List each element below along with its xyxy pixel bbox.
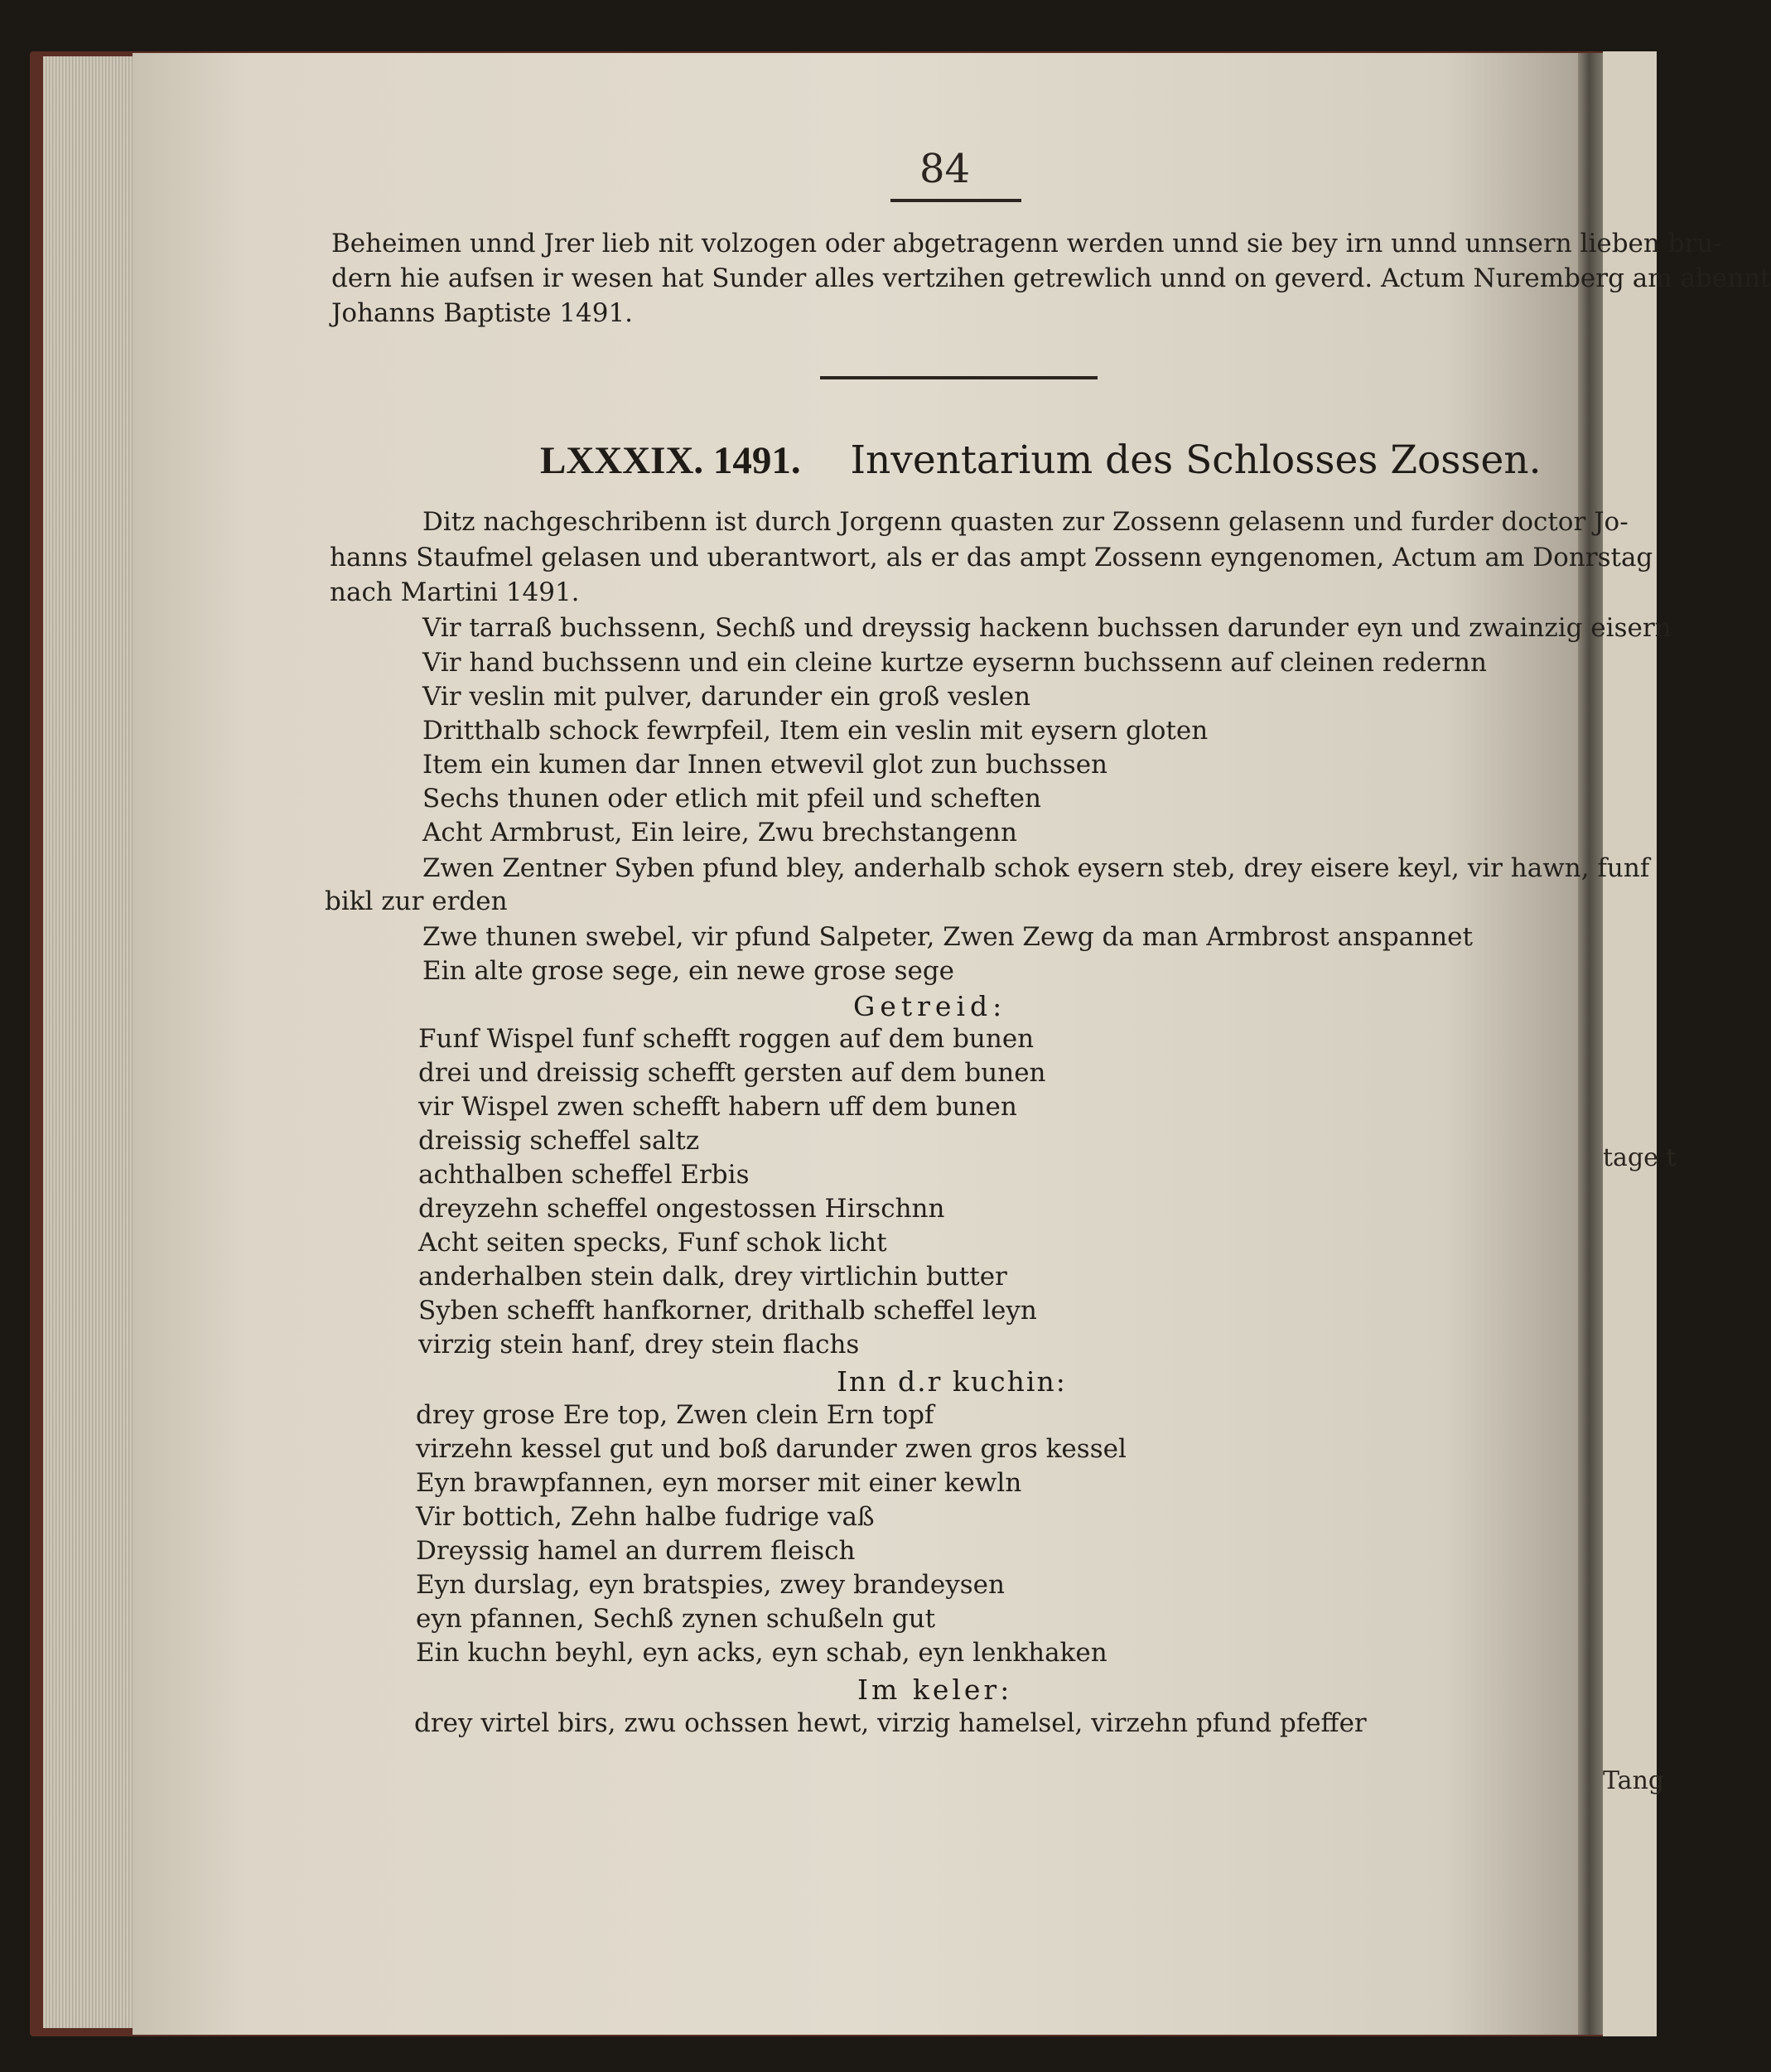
getreid-line: drei und dreissig schefft gersten auf dem bunen: [418, 1058, 1046, 1088]
facing-page-fragment: tage t: [1603, 1143, 1677, 1172]
inventory-line: Vir hand buchssenn und ein cleine kurtze eysernn buchssenn auf cleinen redernn: [422, 648, 1487, 678]
getreid-line: Funf Wispel funf schefft roggen auf dem bunen: [418, 1024, 1035, 1054]
kuchin-line: eyn pfannen, Sechß zynen schußeln gut: [416, 1604, 936, 1634]
paragraph-line: nach Martini 1491.: [330, 577, 580, 607]
getreid-line: dreissig scheffel saltz: [418, 1126, 700, 1156]
section-heading-kuchin: Inn d.r kuchin:: [837, 1365, 1067, 1398]
section-heading-getreid: Getreid:: [853, 990, 1007, 1022]
facing-page-edge: [1603, 51, 1677, 2036]
section-divider: [820, 376, 1098, 379]
document-number: LXXXIX. 1491.: [540, 439, 801, 482]
paragraph-line: Ditz nachgeschribenn ist durch Jorgenn quasten zur Zossenn gelasenn und furder doctor Jo-: [422, 507, 1629, 537]
intro-line: Beheimen unnd Jrer lieb nit volzogen oder abgetragenn werden unnd sie bey irn unnd unnsern lieben bru-: [331, 229, 1722, 258]
inventory-line: Sechs thunen oder etlich mit pfeil und scheften: [422, 784, 1041, 814]
page-number: 84: [919, 146, 971, 192]
kuchin-line: Ein kuchn beyhl, eyn acks, eyn schab, eyn lenkhaken: [416, 1638, 1107, 1668]
keler-line: drey virtel birs, zwu ochssen hewt, virzig hamelsel, virzehn pfund pfeffer: [414, 1708, 1367, 1738]
kuchin-line: virzehn kessel gut und boß darunder zwen gros kessel: [416, 1434, 1127, 1464]
inventory-line: Dritthalb schock fewrpfeil, Item ein veslin mit eysern gloten: [422, 716, 1209, 746]
page-number-rule: [890, 199, 1021, 202]
inventory-line: Zwen Zentner Syben pfund bley, anderhalb schok eysern steb, drey eisere keyl, vir hawn, funf: [422, 853, 1650, 883]
getreid-line: vir Wispel zwen schefft habern uff dem bunen: [418, 1092, 1017, 1122]
intro-line: dern hie aufsen ir wesen hat Sunder alles vertzihen getrewlich unnd on geverd. Actum Nuremberg am abennt: [331, 263, 1771, 293]
getreid-line: anderhalben stein dalk, drey virtlichin butter: [418, 1262, 1007, 1292]
book-gutter: [1578, 53, 1603, 2035]
page-edges: [43, 56, 141, 2028]
kuchin-line: Vir bottich, Zehn halbe fudrige vaß: [416, 1502, 875, 1532]
paragraph-line: hanns Staufmel gelasen und uberantwort, als er das ampt Zossenn eyngenomen, Actum am Donrstag: [330, 543, 1653, 572]
document-heading: [540, 437, 1542, 483]
getreid-line: virzig stein hanf, drey stein flachs: [418, 1330, 860, 1360]
kuchin-line: Eyn brawpfannen, eyn morser mit einer kewln: [416, 1468, 1022, 1498]
getreid-line: achthalben scheffel Erbis: [418, 1160, 750, 1190]
getreid-line: Syben schefft hanfkorner, drithalb scheffel leyn: [418, 1296, 1037, 1326]
section-heading-keler: Im keler:: [857, 1674, 1013, 1706]
inventory-line: Vir veslin mit pulver, darunder ein groß veslen: [422, 682, 1031, 712]
inventory-line: Zwe thunen swebel, vir pfund Salpeter, Zwen Zewg da man Armbrost anspannet: [422, 922, 1473, 952]
kuchin-line: Eyn durslag, eyn bratspies, zwey brandeysen: [416, 1570, 1005, 1600]
inventory-line: Acht Armbrust, Ein leire, Zwu brechstangenn: [422, 818, 1017, 848]
kuchin-line: drey grose Ere top, Zwen clein Ern topf: [416, 1400, 934, 1430]
getreid-line: dreyzehn scheffel ongestossen Hirschnn: [418, 1194, 945, 1224]
facing-page-fragment: Tang: [1603, 1766, 1665, 1795]
intro-line: Johanns Baptiste 1491.: [331, 298, 634, 328]
inventory-line: Ein alte grose sege, ein newe grose sege: [422, 956, 955, 986]
kuchin-line: Dreyssig hamel an durrem fleisch: [416, 1536, 856, 1566]
document-title: Inventarium des Schlosses Zossen.: [850, 437, 1542, 483]
inventory-line-wrap: bikl zur erden: [325, 886, 508, 916]
inventory-line: Vir tarraß buchssenn, Sechß und dreyssig hackenn buchssen darunder eyn und zwainzig eisern: [422, 613, 1672, 643]
inventory-line: Item ein kumen dar Innen etwevil glot zun buchssen: [422, 750, 1108, 780]
getreid-line: Acht seiten specks, Funf schok licht: [418, 1228, 887, 1258]
